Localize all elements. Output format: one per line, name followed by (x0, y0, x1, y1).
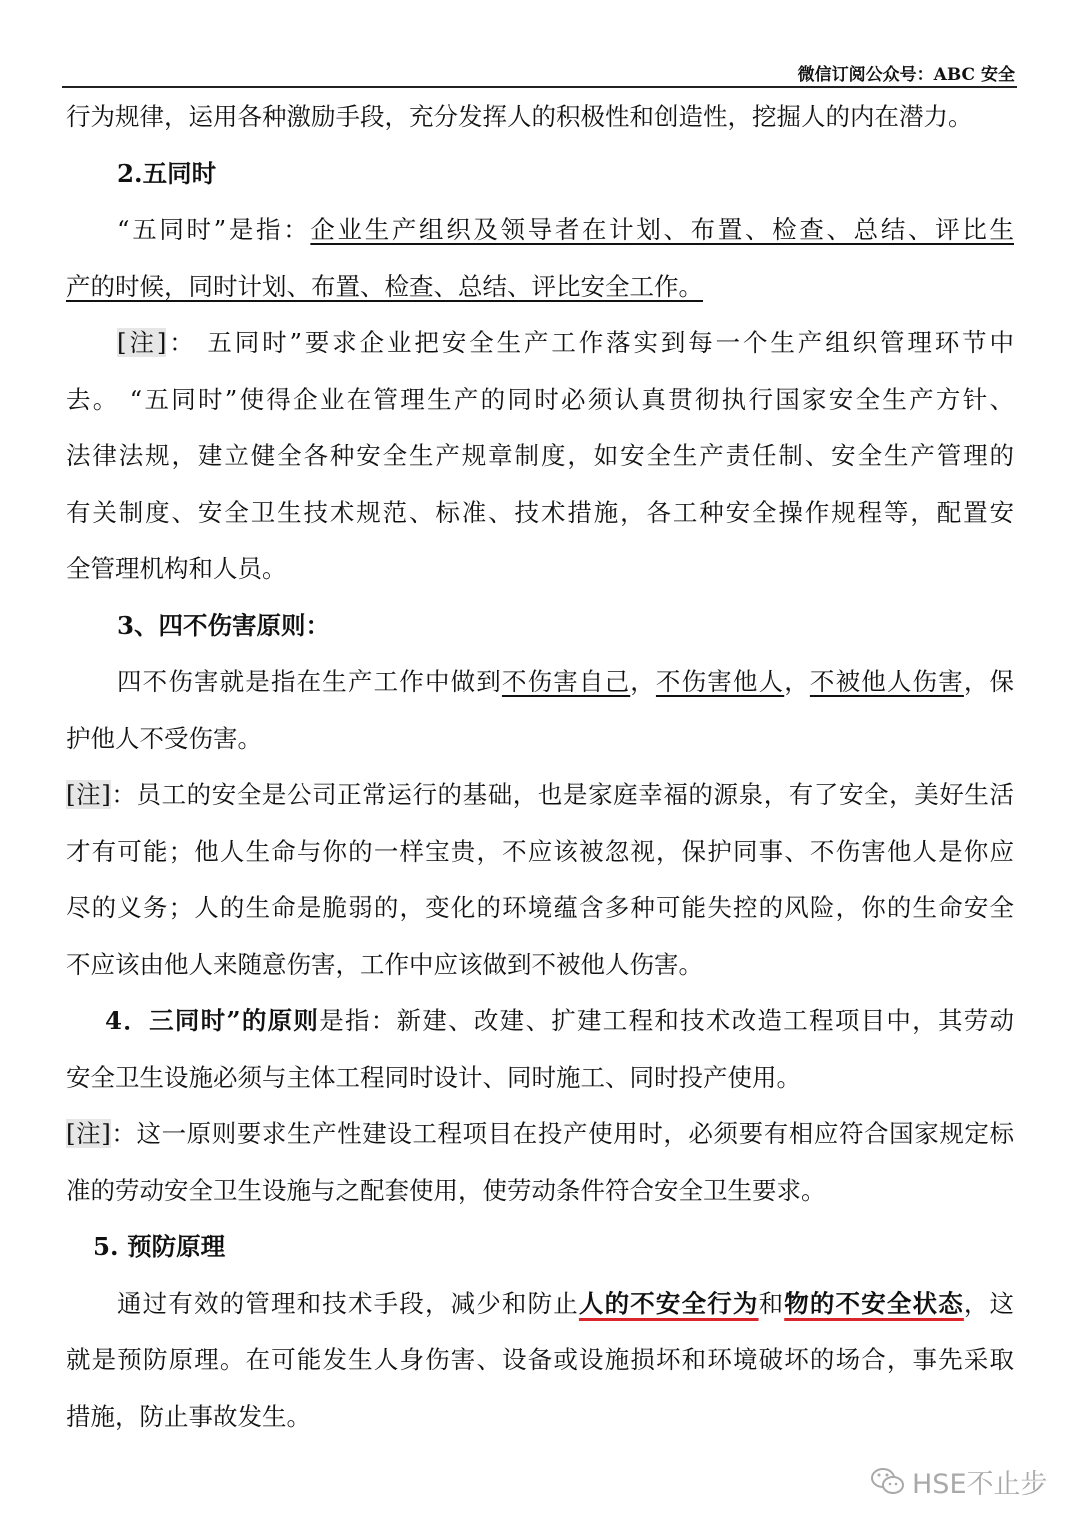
text-line (66, 1332, 1014, 1389)
text-run: ：这一原则要求生产性建设工程项目在投产使用时，必须要有相应符合国家规定标 (110, 1119, 1014, 1148)
text-run: 准的劳动安全卫生设施与之配套使用，使劳动条件符合安全卫生要求。 (66, 1175, 826, 1205)
text-line (66, 428, 1014, 485)
text-run: 有关制度、安全卫生技术规范、标准、技术措施，各工种安全操作规程等，配置安 (66, 497, 1014, 527)
text-run: 是指：新建、改建、扩建工程和技术改造工程项目中，其劳动 (319, 1006, 1014, 1035)
text-run: 四不伤害就是指在生产工作中做到 (117, 667, 502, 696)
note-label: [注] (66, 780, 111, 809)
bold-heading: 5. 预防原理 (93, 1232, 226, 1261)
text-run: ， (630, 667, 656, 696)
text-line (66, 1389, 1014, 1446)
note-label: [注] (117, 328, 167, 357)
text-run: ： 五同时”要求企业把安全生产工作落实到每一个生产组织管理环节中 (166, 328, 1014, 357)
note-label: [注] (66, 1119, 111, 1148)
page-header (62, 58, 1017, 88)
text-line (66, 880, 1014, 937)
text-line (66, 1106, 1014, 1163)
text-line (66, 1050, 1014, 1107)
text-line (66, 993, 1014, 1050)
text-run: 才有可能；他人生命与你的一样宝贵，不应该被忽视，保护同事、不伤害他人是你应 (66, 836, 1014, 866)
underlined-text: 不伤害他人 (655, 667, 785, 696)
text-run: 尽的义务；人的生命是脆弱的，变化的环境蕴含多种可能失控的风险，你的生命安全 (66, 893, 1014, 922)
bold-heading: 2.五同时 (117, 158, 217, 188)
text-run: ：员工的安全是公司正常运行的基础，也是家庭幸福的源泉，有了安全，美好生活 (110, 780, 1014, 809)
text-run: 就是预防原理。在可能发生人身伤害、设备或设施损坏和环境破坏的场合，事先采取 (66, 1345, 1014, 1374)
text-run: 不应该由他人来随意伤害，工作中应该做到不被他人伤害。 (66, 949, 703, 979)
text-run: 措施，防止事故发生。 (66, 1401, 311, 1431)
text-run: 法律法规，建立健全各种安全生产规章制度，如安全生产责任制、安全生产管理的 (66, 441, 1014, 470)
text-line (66, 1219, 1014, 1276)
text-run: 去。 “五同时”使得企业在管理生产的同时必须认真贯彻执行国家安全生产方针、 (66, 384, 1014, 414)
text-run: ，保 (963, 667, 1014, 696)
text-line (66, 1163, 1014, 1220)
text-line (66, 598, 1014, 655)
highlighted-key-term: 人的不安全行为 (578, 1288, 759, 1318)
text-line (66, 824, 1014, 881)
text-run: 安全卫生设施必须与主体工程同时设计、同时施工、同时投产使用。 (66, 1062, 801, 1092)
text-line (66, 654, 1014, 711)
text-run: 和 (758, 1288, 785, 1318)
text-run: 全管理机构和人员。 (66, 554, 287, 583)
text-run: 行为规律，运用各种激励手段，充分发挥人的积极性和创造性，挖掘人的内在潜力。 (66, 102, 973, 131)
text-line (66, 937, 1014, 994)
text-line (66, 89, 1014, 146)
document-body (66, 89, 1014, 1445)
text-run: ， (784, 667, 810, 696)
text-run: “五同时”是指： (117, 215, 311, 244)
text-run: ，这 (963, 1288, 1014, 1318)
text-line (66, 541, 1014, 598)
underlined-text: 产的时候，同时计划、布置、检查、总结、评比安全工作。 (66, 271, 703, 301)
text-run: 通过有效的管理和技术手段，减少和防止 (117, 1288, 579, 1318)
text-line (66, 1276, 1014, 1333)
bold-heading: 3、四不伤害原则： (117, 610, 331, 640)
text-line (66, 315, 1014, 372)
underlined-text: 不被他人伤害 (809, 667, 964, 696)
text-line (66, 202, 1014, 259)
text-run: 护他人不受伤害。 (66, 723, 262, 753)
text-line (66, 485, 1014, 542)
underlined-text: 企业生产组织及领导者在计划、布置、检查、总结、评比生 (310, 215, 1014, 244)
text-line (66, 372, 1014, 429)
watermark (870, 1462, 1048, 1501)
wechat-icon (870, 1466, 906, 1498)
header-text: 微信订阅公众号：ABC 安全 (797, 65, 1015, 85)
text-line (66, 711, 1014, 768)
text-line (66, 767, 1014, 824)
highlighted-key-term: 物的不安全状态 (784, 1288, 964, 1318)
watermark-text: HSE不止步 (912, 1469, 1048, 1500)
bold-heading: 4．三同时”的原则 (105, 1006, 320, 1035)
text-line (66, 146, 1014, 203)
text-line (66, 259, 1014, 316)
underlined-text: 不伤害自己 (501, 667, 631, 696)
